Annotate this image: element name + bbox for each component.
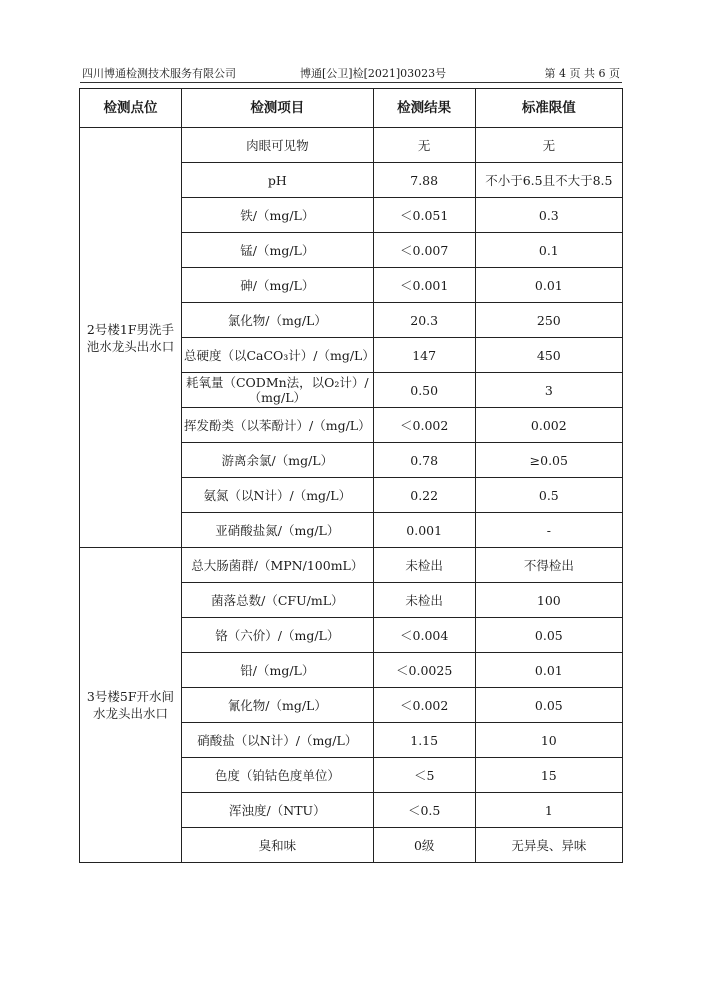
standard-limit: 250 [475,303,622,338]
test-item: 总硬度（以CaCO₃计）/（mg/L） [181,338,373,373]
test-result: 0.22 [373,478,475,513]
standard-limit: 0.3 [475,198,622,233]
test-item: 亚硝酸盐氮/（mg/L） [181,513,373,548]
test-item: 菌落总数/（CFU/mL） [181,583,373,618]
test-item: 铬（六价）/（mg/L） [181,618,373,653]
test-result: 0级 [373,828,475,863]
standard-limit: 0.002 [475,408,622,443]
test-result: ＜0.002 [373,688,475,723]
standard-limit: 无 [475,128,622,163]
company-name: 四川博通检测技术服务有限公司 [82,67,236,80]
page-number: 第 4 页 共 6 页 [544,67,620,80]
table-header-row [80,89,623,128]
test-result: 147 [373,338,475,373]
test-result: 0.001 [373,513,475,548]
standard-limit: 0.01 [475,653,622,688]
sampling-location: 2号楼1F男洗手池水龙头出水口 [80,128,182,548]
test-result: ＜0.0025 [373,653,475,688]
test-item: 肉眼可见物 [181,128,373,163]
test-item: 锰/（mg/L） [181,233,373,268]
test-result: 未检出 [373,548,475,583]
test-item: 氯化物/（mg/L） [181,303,373,338]
test-result: ＜0.051 [373,198,475,233]
test-result: ＜0.007 [373,233,475,268]
test-result: 0.78 [373,443,475,478]
test-result: 1.15 [373,723,475,758]
standard-limit: 15 [475,758,622,793]
standard-limit: 100 [475,583,622,618]
sampling-location: 3号楼5F开水间水龙头出水口 [80,548,182,863]
standard-limit: 3 [475,373,622,408]
column-header: 检测点位 [80,89,182,128]
test-item: 游离余氯/（mg/L） [181,443,373,478]
test-item: 挥发酚类（以苯酚计）/（mg/L） [181,408,373,443]
standard-limit: 0.1 [475,233,622,268]
table-body [80,128,623,863]
standard-limit: 无异臭、异味 [475,828,622,863]
red-seal-stamp [685,630,707,780]
standard-limit: 0.5 [475,478,622,513]
test-result: ＜0.004 [373,618,475,653]
results-table [79,88,623,863]
test-item: 砷/（mg/L） [181,268,373,303]
test-item: 总大肠菌群/（MPN/100mL） [181,548,373,583]
test-result: ＜0.001 [373,268,475,303]
test-result: 7.88 [373,163,475,198]
column-header: 标准限值 [475,89,622,128]
test-item: 铅/（mg/L） [181,653,373,688]
test-result: 20.3 [373,303,475,338]
test-result: ＜0.002 [373,408,475,443]
standard-limit: 不小于6.5且不大于8.5 [475,163,622,198]
standard-limit: 0.05 [475,688,622,723]
standard-limit: 1 [475,793,622,828]
standard-limit: 0.05 [475,618,622,653]
column-header: 检测项目 [181,89,373,128]
test-item: pH [181,163,373,198]
test-item: 氰化物/（mg/L） [181,688,373,723]
test-item: 耗氧量（CODMn法，以O₂计）/（mg/L） [181,373,373,408]
test-item: 氨氮（以N计）/（mg/L） [181,478,373,513]
standard-limit: 不得检出 [475,548,622,583]
test-item: 浑浊度/（NTU） [181,793,373,828]
test-item: 硝酸盐（以N计）/（mg/L） [181,723,373,758]
standard-limit: ≥0.05 [475,443,622,478]
test-item: 铁/（mg/L） [181,198,373,233]
test-result: ＜0.5 [373,793,475,828]
test-result: 0.50 [373,373,475,408]
standard-limit: 0.01 [475,268,622,303]
test-result: 无 [373,128,475,163]
test-item: 色度（铂钴色度单位） [181,758,373,793]
report-number: 博通[公卫]检[2021]03023号 [300,67,447,80]
standard-limit: - [475,513,622,548]
test-result: 未检出 [373,583,475,618]
test-item: 臭和味 [181,828,373,863]
column-header: 检测结果 [373,89,475,128]
test-result: ＜5 [373,758,475,793]
standard-limit: 10 [475,723,622,758]
table-row [80,128,623,163]
standard-limit: 450 [475,338,622,373]
page-header [80,62,622,83]
table-row [80,548,623,583]
